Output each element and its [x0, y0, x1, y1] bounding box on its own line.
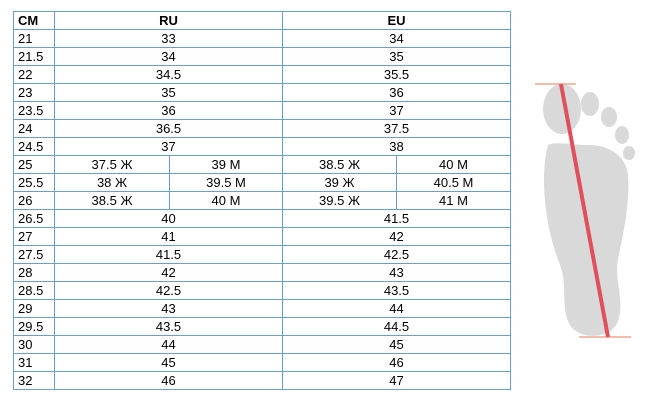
cell-eu-women: 39.5 Ж — [283, 192, 397, 210]
table-row — [14, 102, 511, 120]
cell-ru: 33 — [55, 30, 283, 48]
toe-fourth — [615, 126, 629, 144]
table-row — [14, 264, 511, 282]
cell-ru: 43.5 — [55, 318, 283, 336]
cell-ru-women: 38.5 Ж — [55, 192, 170, 210]
cell-eu: 42 — [283, 228, 511, 246]
cell-ru: 46 — [55, 372, 283, 390]
size-chart-table — [13, 11, 511, 390]
cell-cm: 23 — [14, 84, 55, 102]
table-row — [14, 228, 511, 246]
cell-ru: 45 — [55, 354, 283, 372]
cell-eu: 43.5 — [283, 282, 511, 300]
table-row — [14, 120, 511, 138]
cell-cm: 22 — [14, 66, 55, 84]
table-row — [14, 66, 511, 84]
cell-eu: 45 — [283, 336, 511, 354]
cell-cm: 27 — [14, 228, 55, 246]
cell-ru: 43 — [55, 300, 283, 318]
header-ru: RU — [55, 12, 283, 30]
table-row — [14, 48, 511, 66]
cell-ru-men: 39 М — [170, 156, 283, 174]
cell-ru: 37 — [55, 138, 283, 156]
toe-fifth — [623, 146, 635, 160]
cell-ru: 40 — [55, 210, 283, 228]
cell-ru: 44 — [55, 336, 283, 354]
cell-ru-women: 37.5 Ж — [55, 156, 170, 174]
cell-cm: 24.5 — [14, 138, 55, 156]
cell-ru: 34 — [55, 48, 283, 66]
cell-eu-women: 39 Ж — [283, 174, 397, 192]
toe-second — [581, 92, 599, 116]
cell-ru: 41.5 — [55, 246, 283, 264]
cell-cm: 32 — [14, 372, 55, 390]
table-row — [14, 192, 511, 210]
table-row — [14, 138, 511, 156]
table-row — [14, 318, 511, 336]
table-row — [14, 30, 511, 48]
table-row — [14, 156, 511, 174]
cell-eu: 37 — [283, 102, 511, 120]
cell-ru: 42.5 — [55, 282, 283, 300]
cell-cm: 28.5 — [14, 282, 55, 300]
cell-eu: 35.5 — [283, 66, 511, 84]
cell-eu-men: 40.5 М — [397, 174, 511, 192]
cell-eu: 46 — [283, 354, 511, 372]
cell-eu-women: 38.5 Ж — [283, 156, 397, 174]
table-row — [14, 372, 511, 390]
cell-ru-men: 40 М — [170, 192, 283, 210]
table-row — [14, 282, 511, 300]
cell-cm: 31 — [14, 354, 55, 372]
cell-cm: 25.5 — [14, 174, 55, 192]
table-row — [14, 300, 511, 318]
cell-cm: 21 — [14, 30, 55, 48]
foot-sole — [544, 143, 628, 336]
cell-ru: 36.5 — [55, 120, 283, 138]
table-row — [14, 84, 511, 102]
cell-cm: 24 — [14, 120, 55, 138]
cell-ru-men: 39.5 М — [170, 174, 283, 192]
cell-cm: 21.5 — [14, 48, 55, 66]
cell-cm: 25 — [14, 156, 55, 174]
cell-cm: 27.5 — [14, 246, 55, 264]
cell-cm: 30 — [14, 336, 55, 354]
cell-cm: 23.5 — [14, 102, 55, 120]
table-row — [14, 336, 511, 354]
cell-eu: 36 — [283, 84, 511, 102]
cell-ru: 41 — [55, 228, 283, 246]
cell-cm: 29 — [14, 300, 55, 318]
cell-eu: 35 — [283, 48, 511, 66]
cell-cm: 29.5 — [14, 318, 55, 336]
cell-eu-men: 41 М — [397, 192, 511, 210]
cell-eu: 44.5 — [283, 318, 511, 336]
cell-eu: 47 — [283, 372, 511, 390]
cell-cm: 26 — [14, 192, 55, 210]
cell-eu: 42.5 — [283, 246, 511, 264]
cell-eu-men: 40 М — [397, 156, 511, 174]
cell-ru: 36 — [55, 102, 283, 120]
cell-ru: 35 — [55, 84, 283, 102]
cell-eu: 38 — [283, 138, 511, 156]
cell-eu: 37.5 — [283, 120, 511, 138]
cell-ru: 42 — [55, 264, 283, 282]
table-header-row — [14, 12, 511, 30]
header-cm: CM — [14, 12, 55, 30]
cell-eu: 43 — [283, 264, 511, 282]
table-row — [14, 210, 511, 228]
cell-eu: 41.5 — [283, 210, 511, 228]
table-row — [14, 174, 511, 192]
cell-eu: 34 — [283, 30, 511, 48]
cell-cm: 26.5 — [14, 210, 55, 228]
header-eu: EU — [283, 12, 511, 30]
cell-ru: 34.5 — [55, 66, 283, 84]
foot-measurement-icon — [526, 75, 636, 350]
cell-ru-women: 38 Ж — [55, 174, 170, 192]
table-row — [14, 246, 511, 264]
toe-third — [601, 107, 617, 127]
cell-eu: 44 — [283, 300, 511, 318]
cell-cm: 28 — [14, 264, 55, 282]
table-row — [14, 354, 511, 372]
